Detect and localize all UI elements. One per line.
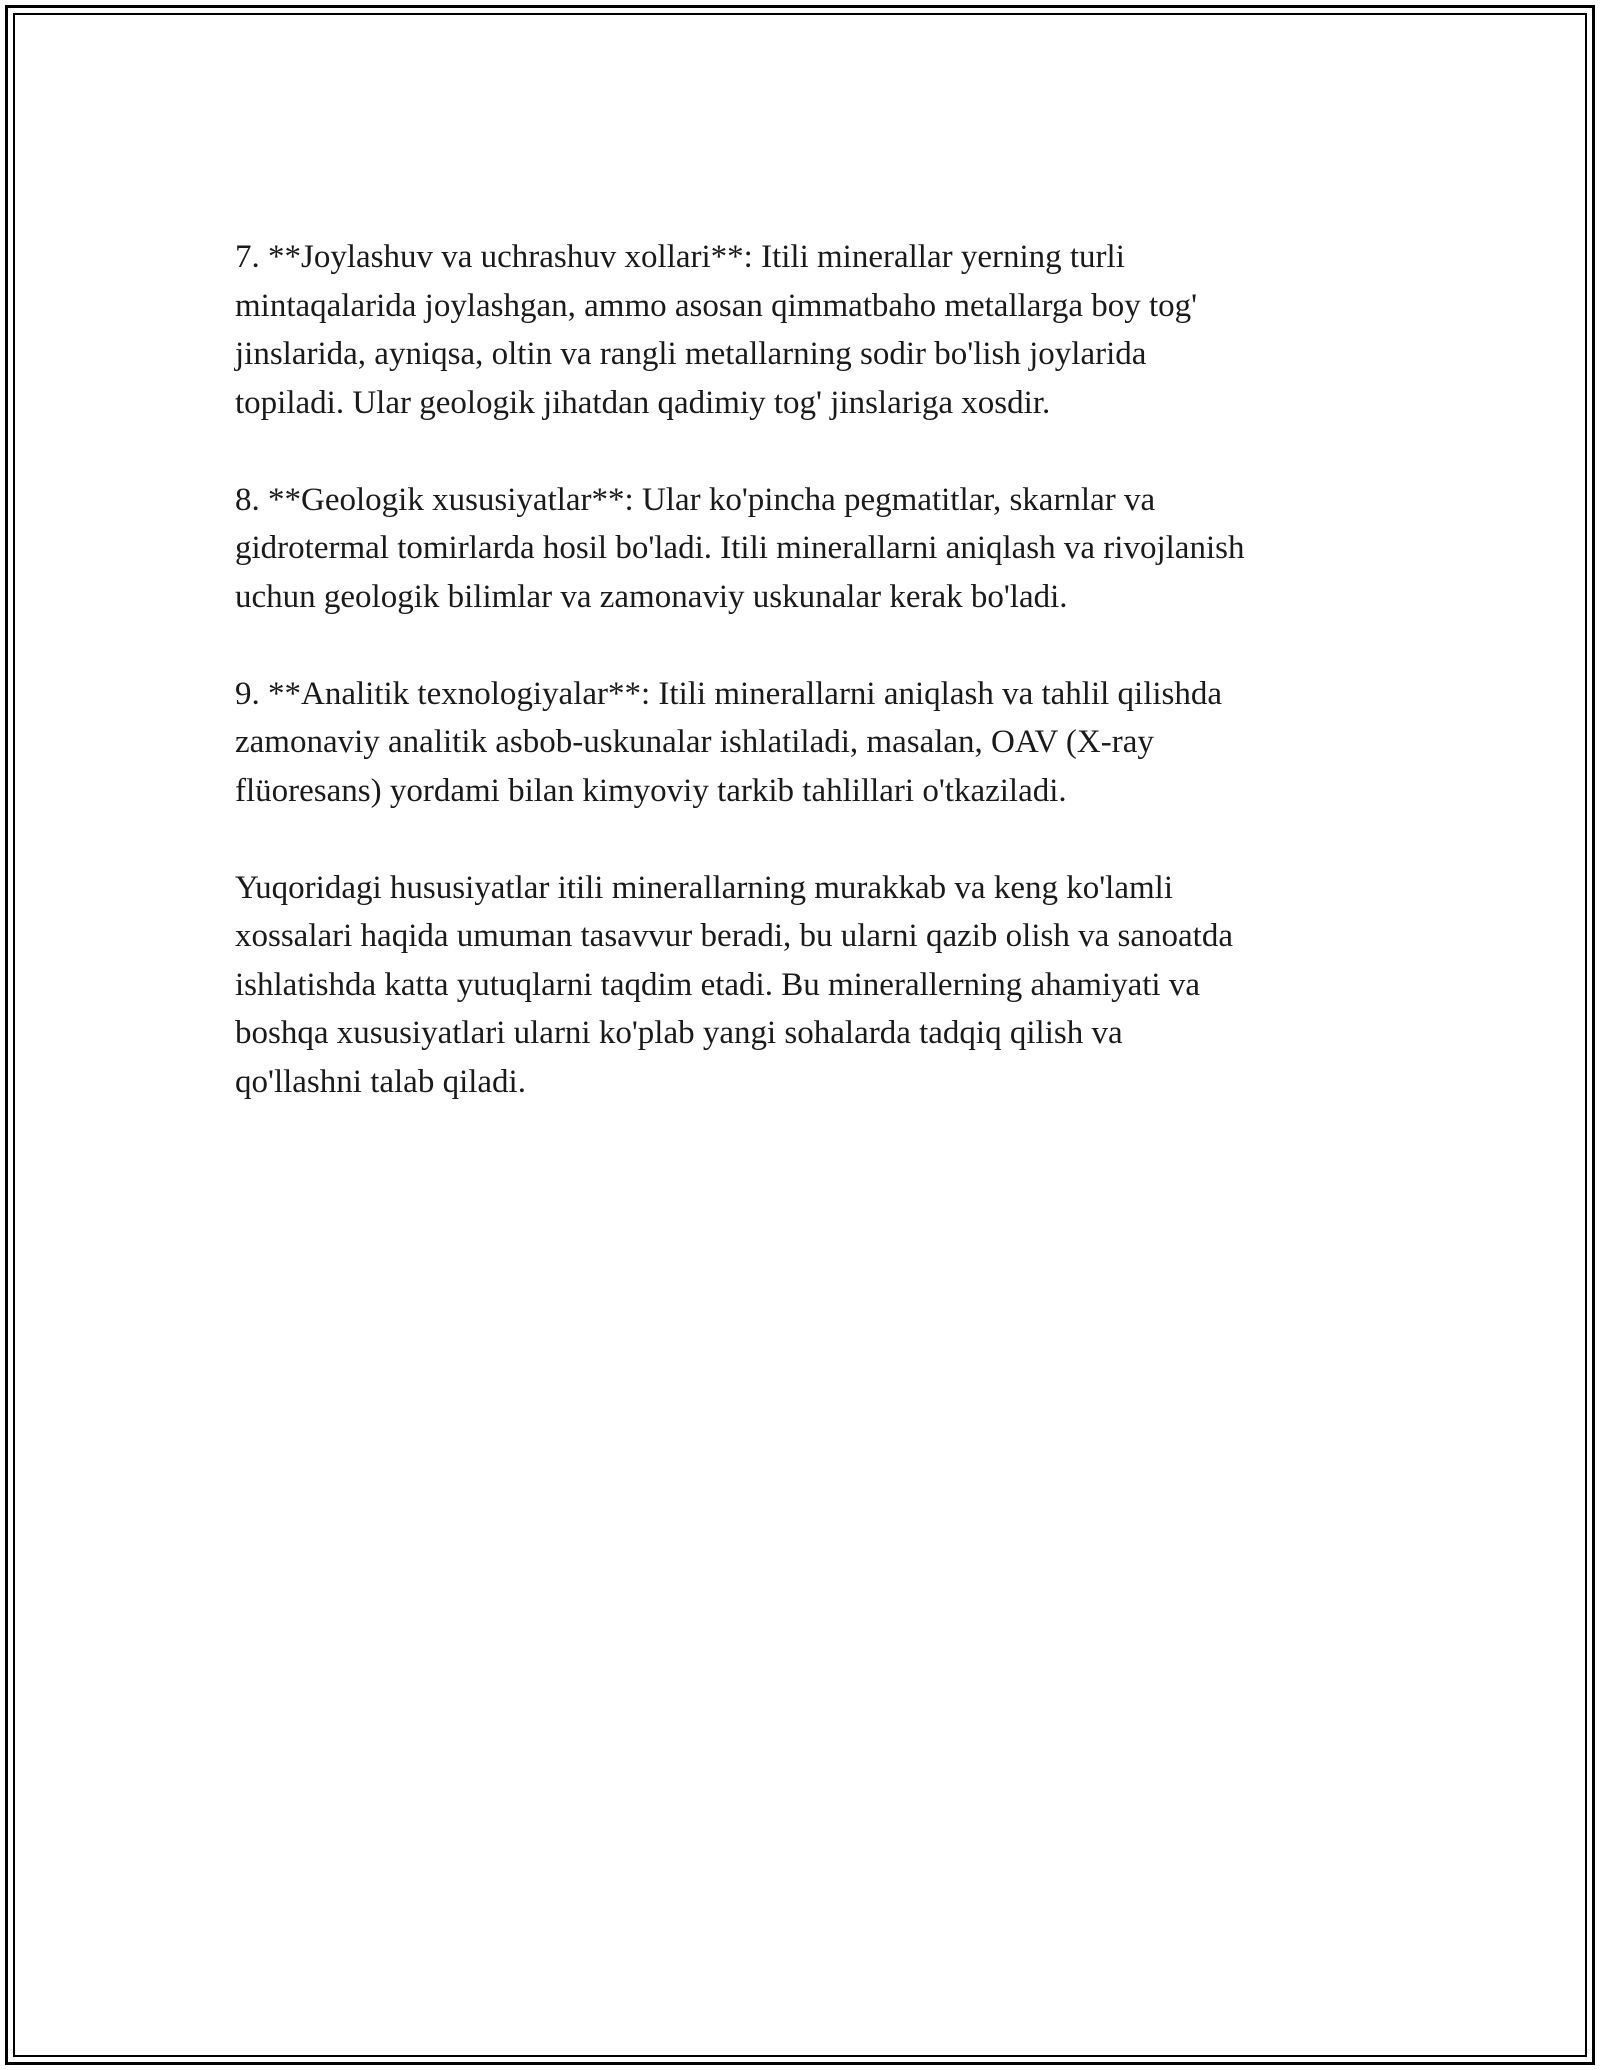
paragraph-item-7 [235, 233, 1365, 427]
text-line: jinslarida, ayniqsa, oltin va rangli metallarning sodir bo'lish joylarida [235, 336, 1147, 372]
text-line: ishlatishda katta yutuqlarni taqdim etadi. Bu minerallerning ahamiyati va [235, 966, 1200, 1003]
text-line: mintaqalarida joylashgan, ammo asosan qimmatbaho metallarga boy tog' [235, 287, 1198, 324]
text-line: uchun geologik bilimlar va zamonaviy uskunalar kerak bo'ladi. [235, 578, 1068, 615]
text-line: qo'llashni talab qiladi. [235, 1063, 526, 1100]
paragraph-item-9 [235, 670, 1365, 816]
text-line: 7. **Joylashuv va uchrashuv xollari**: Itili minerallar yerning turli [235, 239, 1125, 275]
text-line: Yuqoridagi hususiyatlar itili minerallarning murakkab va keng ko'lamli [235, 869, 1173, 906]
text-line: boshqa xususiyatlari ularni ko'plab yangi sohalarda tadqiq qilish va [235, 1015, 1123, 1051]
document-body [235, 233, 1365, 1155]
text-line: zamonaviy analitik asbob-uskunalar ishlatiladi, masalan, OAV (X-ray [235, 724, 1154, 760]
text-line: 9. **Analitik texnologiyalar**: Itili minerallarni aniqlash va tahlil qilishda [235, 675, 1223, 712]
paragraph-item-8 [235, 476, 1365, 622]
text-line: 8. **Geologik xususiyatlar**: Ular ko'pincha pegmatitlar, skarnlar va [235, 481, 1156, 518]
paragraph-conclusion [235, 864, 1365, 1107]
text-line: xossalari haqida umuman tasavvur beradi, bu ularni qazib olish va sanoatda [235, 918, 1233, 954]
text-line: topiladi. Ular geologik jihatdan qadimiy tog' jinslariga xosdir. [235, 384, 1051, 421]
text-line: flüoresans) yordami bilan kimyoviy tarkib tahlillari o'tkaziladi. [235, 772, 1067, 809]
text-line: gidrotermal tomirlarda hosil bo'ladi. Itili minerallarni aniqlash va rivojlanish [235, 530, 1245, 566]
